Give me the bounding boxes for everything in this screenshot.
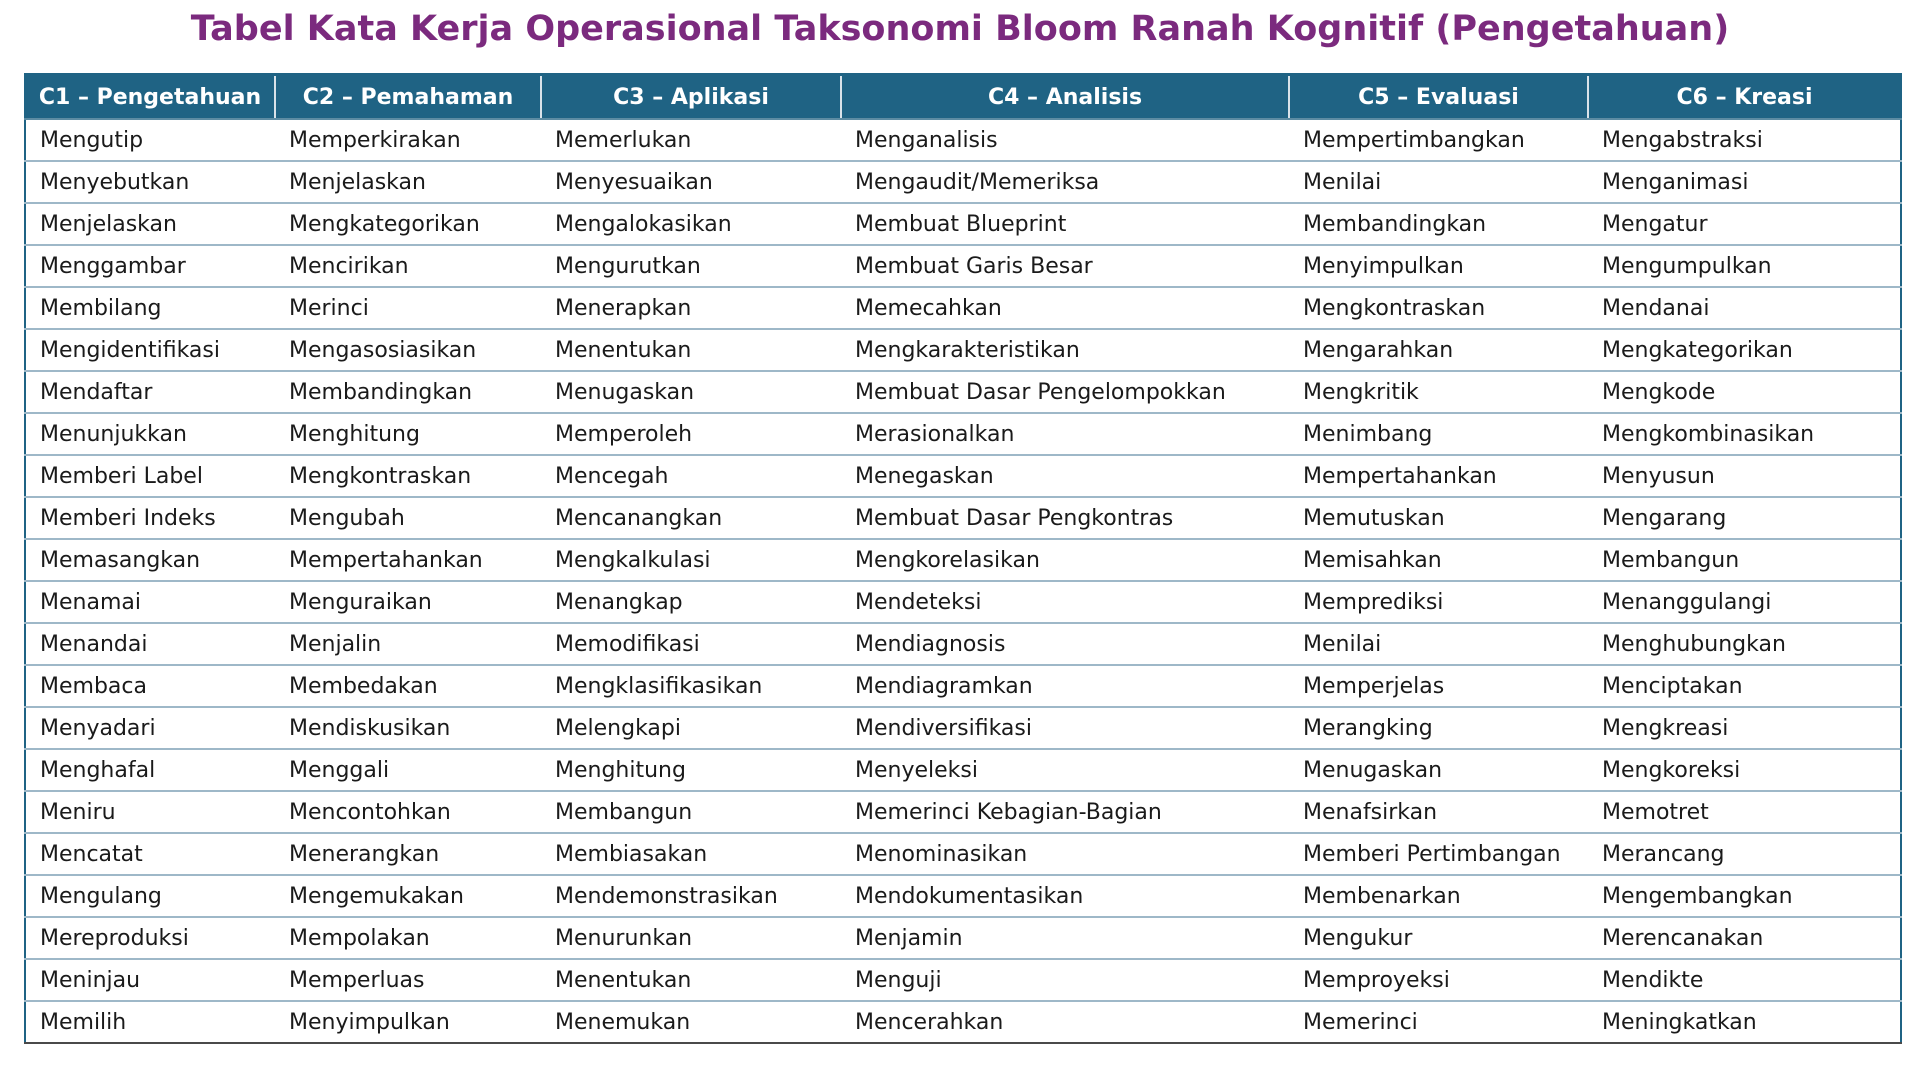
column-header-c5: C5 – Evaluasi xyxy=(1289,75,1588,120)
table-cell-c2: Mencirikan xyxy=(275,245,541,287)
table-cell-c2: Mempolakan xyxy=(275,917,541,959)
table-cell-c1: Memilih xyxy=(25,1001,275,1043)
table-cell-c1: Memberi Indeks xyxy=(25,497,275,539)
table-cell-c4: Mengaudit/Memeriksa xyxy=(841,161,1289,203)
table-row xyxy=(25,119,1901,161)
table-row xyxy=(25,623,1901,665)
table-header xyxy=(25,75,1901,120)
table-cell-c1: Menjelaskan xyxy=(25,203,275,245)
table-cell-c6: Mengarang xyxy=(1588,497,1901,539)
table-cell-c3: Mengalokasikan xyxy=(541,203,841,245)
table-row xyxy=(25,665,1901,707)
table-cell-c4: Membuat Garis Besar xyxy=(841,245,1289,287)
table-cell-c6: Mengatur xyxy=(1588,203,1901,245)
table-cell-c2: Mengkontraskan xyxy=(275,455,541,497)
table-cell-c6: Merancang xyxy=(1588,833,1901,875)
table-cell-c4: Membuat Dasar Pengkontras xyxy=(841,497,1289,539)
table-cell-c6: Mengkode xyxy=(1588,371,1901,413)
table-cell-c1: Menggambar xyxy=(25,245,275,287)
table-cell-c6: Mengabstraksi xyxy=(1588,119,1901,161)
table-cell-c4: Memerinci Kebagian-Bagian xyxy=(841,791,1289,833)
table-cell-c2: Memperluas xyxy=(275,959,541,1001)
table-cell-c6: Menghubungkan xyxy=(1588,623,1901,665)
table-cell-c2: Menggali xyxy=(275,749,541,791)
table-cell-c2: Mengasosiasikan xyxy=(275,329,541,371)
table-container xyxy=(24,73,1900,1044)
table-cell-c6: Mendanai xyxy=(1588,287,1901,329)
table-cell-c4: Mendokumentasikan xyxy=(841,875,1289,917)
table-cell-c1: Meninjau xyxy=(25,959,275,1001)
table-cell-c3: Melengkapi xyxy=(541,707,841,749)
table-cell-c4: Membuat Blueprint xyxy=(841,203,1289,245)
table-row xyxy=(25,413,1901,455)
table-cell-c1: Menamai xyxy=(25,581,275,623)
table-cell-c1: Mengidentifikasi xyxy=(25,329,275,371)
table-cell-c3: Mendemonstrasikan xyxy=(541,875,841,917)
table-cell-c5: Mempertahankan xyxy=(1289,455,1588,497)
table-cell-c3: Menerapkan xyxy=(541,287,841,329)
table-cell-c6: Merencanakan xyxy=(1588,917,1901,959)
table-cell-c5: Membandingkan xyxy=(1289,203,1588,245)
table-cell-c1: Mereproduksi xyxy=(25,917,275,959)
table-cell-c5: Menafsirkan xyxy=(1289,791,1588,833)
table-cell-c6: Mengkombinasikan xyxy=(1588,413,1901,455)
table-row xyxy=(25,917,1901,959)
column-header-c4: C4 – Analisis xyxy=(841,75,1289,120)
table-cell-c5: Memperjelas xyxy=(1289,665,1588,707)
table-cell-c5: Mempertimbangkan xyxy=(1289,119,1588,161)
table-cell-c4: Menegaskan xyxy=(841,455,1289,497)
table-cell-c3: Membiasakan xyxy=(541,833,841,875)
table-cell-c6: Mengkreasi xyxy=(1588,707,1901,749)
table-cell-c3: Mengkalkulasi xyxy=(541,539,841,581)
table-cell-c6: Memotret xyxy=(1588,791,1901,833)
table-cell-c3: Menemukan xyxy=(541,1001,841,1043)
table-cell-c6: Membangun xyxy=(1588,539,1901,581)
table-cell-c2: Mencontohkan xyxy=(275,791,541,833)
table-row xyxy=(25,329,1901,371)
table-row xyxy=(25,833,1901,875)
table-cell-c1: Menandai xyxy=(25,623,275,665)
table-cell-c3: Memperoleh xyxy=(541,413,841,455)
table-cell-c4: Menjamin xyxy=(841,917,1289,959)
table-row xyxy=(25,371,1901,413)
table-cell-c1: Menyadari xyxy=(25,707,275,749)
table-cell-c6: Mengembangkan xyxy=(1588,875,1901,917)
table-cell-c6: Meningkatkan xyxy=(1588,1001,1901,1043)
table-cell-c3: Memodifikasi xyxy=(541,623,841,665)
table-row xyxy=(25,203,1901,245)
table-cell-c2: Membandingkan xyxy=(275,371,541,413)
table-cell-c2: Mengubah xyxy=(275,497,541,539)
table-cell-c5: Menimbang xyxy=(1289,413,1588,455)
table-cell-c4: Mendeteksi xyxy=(841,581,1289,623)
table-cell-c2: Membedakan xyxy=(275,665,541,707)
table-cell-c5: Mengkritik xyxy=(1289,371,1588,413)
table-row xyxy=(25,791,1901,833)
column-header-c2: C2 – Pemahaman xyxy=(275,75,541,120)
table-cell-c3: Menurunkan xyxy=(541,917,841,959)
table-cell-c5: Menilai xyxy=(1289,161,1588,203)
table-row xyxy=(25,581,1901,623)
table-cell-c1: Memasangkan xyxy=(25,539,275,581)
table-cell-c4: Mendiversifikasi xyxy=(841,707,1289,749)
table-cell-c6: Menciptakan xyxy=(1588,665,1901,707)
table-cell-c3: Menugaskan xyxy=(541,371,841,413)
table-cell-c4: Mencerahkan xyxy=(841,1001,1289,1043)
table-cell-c2: Merinci xyxy=(275,287,541,329)
table-cell-c2: Menjelaskan xyxy=(275,161,541,203)
table-cell-c3: Menghitung xyxy=(541,749,841,791)
table-row xyxy=(25,287,1901,329)
table-cell-c5: Mengukur xyxy=(1289,917,1588,959)
table-cell-c2: Menjalin xyxy=(275,623,541,665)
table-row xyxy=(25,455,1901,497)
table-cell-c1: Mengulang xyxy=(25,875,275,917)
column-header-c6: C6 – Kreasi xyxy=(1588,75,1901,120)
table-cell-c4: Mengkorelasikan xyxy=(841,539,1289,581)
table-cell-c2: Menerangkan xyxy=(275,833,541,875)
table-row xyxy=(25,875,1901,917)
table-cell-c1: Menghafal xyxy=(25,749,275,791)
table-cell-c5: Memprediksi xyxy=(1289,581,1588,623)
table-cell-c3: Membangun xyxy=(541,791,841,833)
table-cell-c4: Merasionalkan xyxy=(841,413,1289,455)
table-cell-c3: Mengklasifikasikan xyxy=(541,665,841,707)
table-cell-c5: Memisahkan xyxy=(1289,539,1588,581)
table-cell-c5: Membenarkan xyxy=(1289,875,1588,917)
page-title: Tabel Kata Kerja Operasional Taksonomi Bloom Ranah Kognitif (Pengetahuan) xyxy=(190,9,1730,49)
table-cell-c1: Mengutip xyxy=(25,119,275,161)
table-cell-c5: Memutuskan xyxy=(1289,497,1588,539)
table-cell-c6: Menanggulangi xyxy=(1588,581,1901,623)
table-cell-c4: Menominasikan xyxy=(841,833,1289,875)
table-cell-c3: Menentukan xyxy=(541,959,841,1001)
table-cell-c1: Membaca xyxy=(25,665,275,707)
table-cell-c5: Menyimpulkan xyxy=(1289,245,1588,287)
table-cell-c6: Mengkoreksi xyxy=(1588,749,1901,791)
table-cell-c4: Mendiagramkan xyxy=(841,665,1289,707)
column-header-c1: C1 – Pengetahuan xyxy=(25,75,275,120)
table-cell-c3: Mencegah xyxy=(541,455,841,497)
table-cell-c4: Menyeleksi xyxy=(841,749,1289,791)
table-cell-c5: Memproyeksi xyxy=(1289,959,1588,1001)
table-cell-c5: Memberi Pertimbangan xyxy=(1289,833,1588,875)
table-cell-c2: Mempertahankan xyxy=(275,539,541,581)
table-cell-c1: Menyebutkan xyxy=(25,161,275,203)
table-cell-c5: Menilai xyxy=(1289,623,1588,665)
table-cell-c5: Mengarahkan xyxy=(1289,329,1588,371)
table-cell-c3: Memerlukan xyxy=(541,119,841,161)
table-cell-c5: Mengkontraskan xyxy=(1289,287,1588,329)
table-cell-c2: Mendiskusikan xyxy=(275,707,541,749)
table-row xyxy=(25,245,1901,287)
table-cell-c6: Menganimasi xyxy=(1588,161,1901,203)
column-header-c3: C3 – Aplikasi xyxy=(541,75,841,120)
table-cell-c5: Menugaskan xyxy=(1289,749,1588,791)
table-cell-c1: Meniru xyxy=(25,791,275,833)
table-row xyxy=(25,707,1901,749)
table-cell-c3: Menentukan xyxy=(541,329,841,371)
table-cell-c6: Mengumpulkan xyxy=(1588,245,1901,287)
table-cell-c1: Memberi Label xyxy=(25,455,275,497)
table-cell-c2: Menyimpulkan xyxy=(275,1001,541,1043)
table-cell-c5: Memerinci xyxy=(1289,1001,1588,1043)
table-cell-c4: Menganalisis xyxy=(841,119,1289,161)
table-cell-c4: Memecahkan xyxy=(841,287,1289,329)
table-cell-c2: Mengkategorikan xyxy=(275,203,541,245)
table-cell-c3: Mengurutkan xyxy=(541,245,841,287)
table-cell-c4: Menguji xyxy=(841,959,1289,1001)
table-cell-c2: Mengemukakan xyxy=(275,875,541,917)
table-cell-c2: Memperkirakan xyxy=(275,119,541,161)
table-cell-c5: Merangking xyxy=(1289,707,1588,749)
table-cell-c3: Menangkap xyxy=(541,581,841,623)
table-cell-c2: Menghitung xyxy=(275,413,541,455)
bloom-verb-table xyxy=(24,73,1902,1044)
table-cell-c4: Mendiagnosis xyxy=(841,623,1289,665)
table-cell-c6: Mendikte xyxy=(1588,959,1901,1001)
header-row xyxy=(25,75,1901,120)
table-cell-c3: Menyesuaikan xyxy=(541,161,841,203)
table-row xyxy=(25,749,1901,791)
table-cell-c4: Membuat Dasar Pengelompokkan xyxy=(841,371,1289,413)
table-row xyxy=(25,539,1901,581)
table-cell-c1: Mencatat xyxy=(25,833,275,875)
table-row xyxy=(25,161,1901,203)
table-row xyxy=(25,497,1901,539)
table-cell-c1: Menunjukkan xyxy=(25,413,275,455)
table-cell-c1: Membilang xyxy=(25,287,275,329)
table-cell-c6: Menyusun xyxy=(1588,455,1901,497)
table-body xyxy=(25,119,1901,1043)
table-row xyxy=(25,959,1901,1001)
table-row xyxy=(25,1001,1901,1043)
table-cell-c2: Menguraikan xyxy=(275,581,541,623)
table-cell-c6: Mengkategorikan xyxy=(1588,329,1901,371)
table-cell-c1: Mendaftar xyxy=(25,371,275,413)
table-cell-c4: Mengkarakteristikan xyxy=(841,329,1289,371)
table-cell-c3: Mencanangkan xyxy=(541,497,841,539)
